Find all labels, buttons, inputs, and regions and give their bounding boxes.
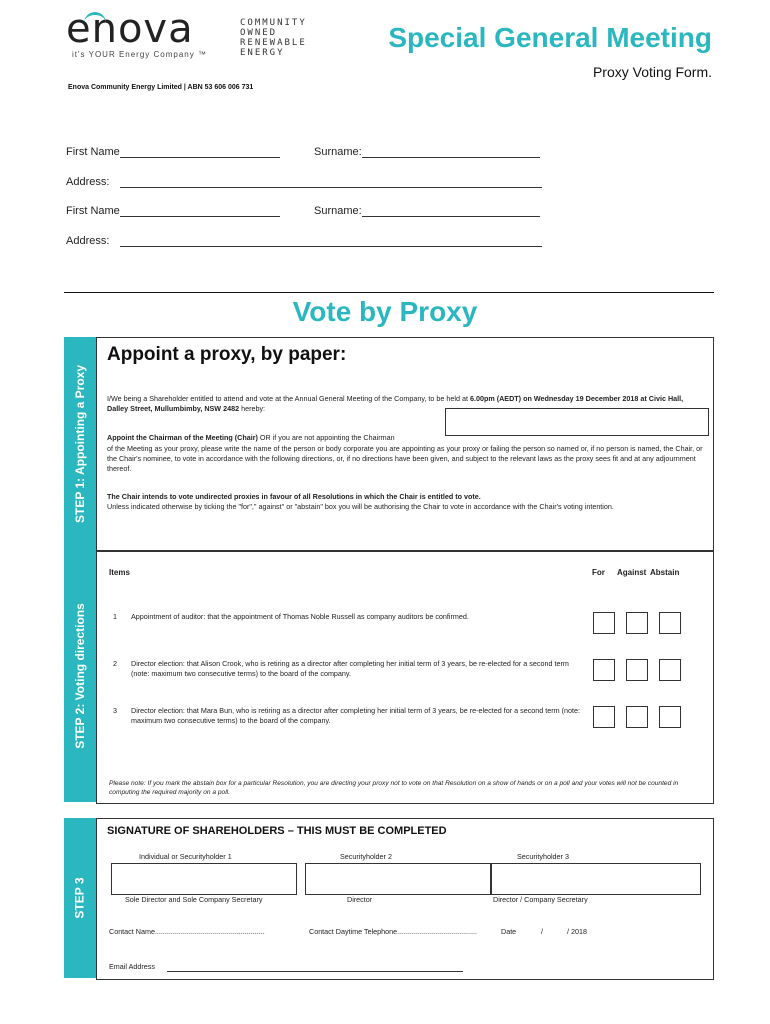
items-label: Items (109, 568, 130, 577)
surname-label-1: Surname: (314, 146, 362, 158)
first-name-label-2: First Name (66, 205, 120, 217)
col-abstain: Abstain (650, 568, 680, 577)
contact-phone-field[interactable]: Contact Daytime Telephone........................................ (309, 927, 478, 936)
address-field-2[interactable] (120, 246, 542, 247)
appoint-chair-line: Appoint the Chairman of the Meeting (Chair) OR if you are not appointing the Chairman (107, 433, 395, 442)
item3-abstain-checkbox[interactable] (659, 706, 681, 728)
col-against: Against (617, 568, 647, 577)
logo-tagline: it's YOUR Energy Company ™ (72, 50, 207, 59)
first-name-field-1[interactable] (120, 157, 280, 158)
date-slash: / (541, 927, 543, 936)
item-number: 3 (113, 706, 117, 715)
item-number: 1 (113, 612, 117, 621)
address-label-1: Address: (66, 176, 110, 188)
chair-intends-text: The Chair intends to vote undirected proxies in favour of all Resolutions in which the Chair is entitled to vote. (107, 492, 481, 501)
item-text: Director election: that Alison Crook, who is retiring as a director after completing her initial term of 3 years, be re-elected for a second term (note: maximum two consecutive terms) to the board of the company. (131, 659, 569, 678)
item-number: 2 (113, 659, 117, 668)
step2-box (96, 550, 714, 804)
step2-side-label: STEP 2: Voting directions (64, 550, 96, 802)
step1-side-label: STEP 1: Appointing a Proxy (64, 337, 96, 550)
signature-heading: SIGNATURE OF SHAREHOLDERS – THIS MUST BE COMPLETED (107, 825, 447, 837)
surname-field-2[interactable] (362, 216, 540, 217)
step3-box (96, 818, 714, 980)
divider (64, 292, 714, 293)
abn-line: Enova Community Energy Limited | ABN 53 606 006 731 (68, 84, 254, 91)
securityholder-1-label: Individual or Securityholder 1 (139, 852, 232, 861)
item-text: Director election: that Mara Bun, who is retiring as a director after completing her initial term of 3 years, be re-elected for a second term (note: maximum two consecutive terms) to the board of the company. (131, 706, 581, 725)
role-3-label: Director / Company Secretary (493, 895, 588, 904)
col-for: For (592, 568, 605, 577)
page-title: Special General Meeting (388, 22, 712, 53)
role-2-label: Director (347, 895, 373, 904)
step1-heading: Appoint a proxy, by paper: (107, 344, 347, 365)
securityholder-3-label: Securityholder 3 (517, 852, 569, 861)
date-label: Date (501, 927, 517, 936)
item2-against-checkbox[interactable] (626, 659, 648, 681)
surname-field-1[interactable] (362, 157, 540, 158)
address-field-1[interactable] (120, 187, 542, 188)
item1-for-checkbox[interactable] (593, 612, 615, 634)
proxy-name-input[interactable] (445, 408, 709, 436)
surname-label-2: Surname: (314, 205, 362, 217)
item1-abstain-checkbox[interactable] (659, 612, 681, 634)
email-field[interactable] (167, 971, 463, 972)
date-year: / 2018 (567, 927, 587, 936)
email-label: Email Address (109, 962, 155, 971)
step1-box (96, 337, 714, 552)
unless-indicated-text: Unless indicated otherwise by ticking the "for"," against" or "abstain" box you will be authorising the Chair to vote in accordance with the Chair's voting intention. (107, 502, 614, 511)
first-name-label-1: First Name (66, 146, 120, 158)
step1-intro: I/We being a Shareholder entitled to attend and vote at the Annual General Meeting of the Company, to be held at 6.00pm (AEDT) on Wednesday 19 December 2018 at Civic Hall, Dalley Street, Mullumbimby, NSW 2482 hereby: (107, 394, 684, 413)
signature-box-3[interactable] (491, 863, 701, 895)
role-1-label: Sole Director and Sole Company Secretary (125, 895, 263, 904)
item3-for-checkbox[interactable] (593, 706, 615, 728)
item1-against-checkbox[interactable] (626, 612, 648, 634)
step3-side-label: STEP 3 (64, 818, 96, 978)
signature-box-2[interactable] (305, 863, 491, 895)
item3-against-checkbox[interactable] (626, 706, 648, 728)
item-text: Appointment of auditor: that the appointment of Thomas Noble Russell as company auditors be confirmed. (131, 612, 469, 621)
community-owned-logo: COMMUNITY OWNED RENEWABLE ENERGY (240, 18, 307, 58)
signature-box-1[interactable] (111, 863, 297, 895)
item2-for-checkbox[interactable] (593, 659, 615, 681)
enova-logo: enova (66, 6, 194, 52)
first-name-field-2[interactable] (120, 216, 280, 217)
address-label-2: Address: (66, 235, 110, 247)
securityholder-2-label: Securityholder 2 (340, 852, 392, 861)
page-subtitle: Proxy Voting Form. (592, 64, 712, 80)
abstain-note: Please note: If you mark the abstain box for a particular Resolution, you are directing your proxy not to vote on that Resolution on a show of hands or on a poll and your votes will not be counted in computing the required majority on a poll. (109, 780, 679, 796)
item2-abstain-checkbox[interactable] (659, 659, 681, 681)
vote-by-proxy-title: Vote by Proxy (292, 296, 478, 327)
step1-paragraph: of the Meeting as your proxy, please write the name of the person or body corporate you are appointing as your proxy or failing the person so named or, if no person is named, the Chair, or the Chair's nominee, to vote in accordance with the following directions, or, if no directions have been given, and subject to the relevant laws as the proxy sees fit and at any adjournment thereof. (107, 444, 703, 473)
contact-name-field[interactable]: Contact Name....................................................... (109, 927, 265, 936)
